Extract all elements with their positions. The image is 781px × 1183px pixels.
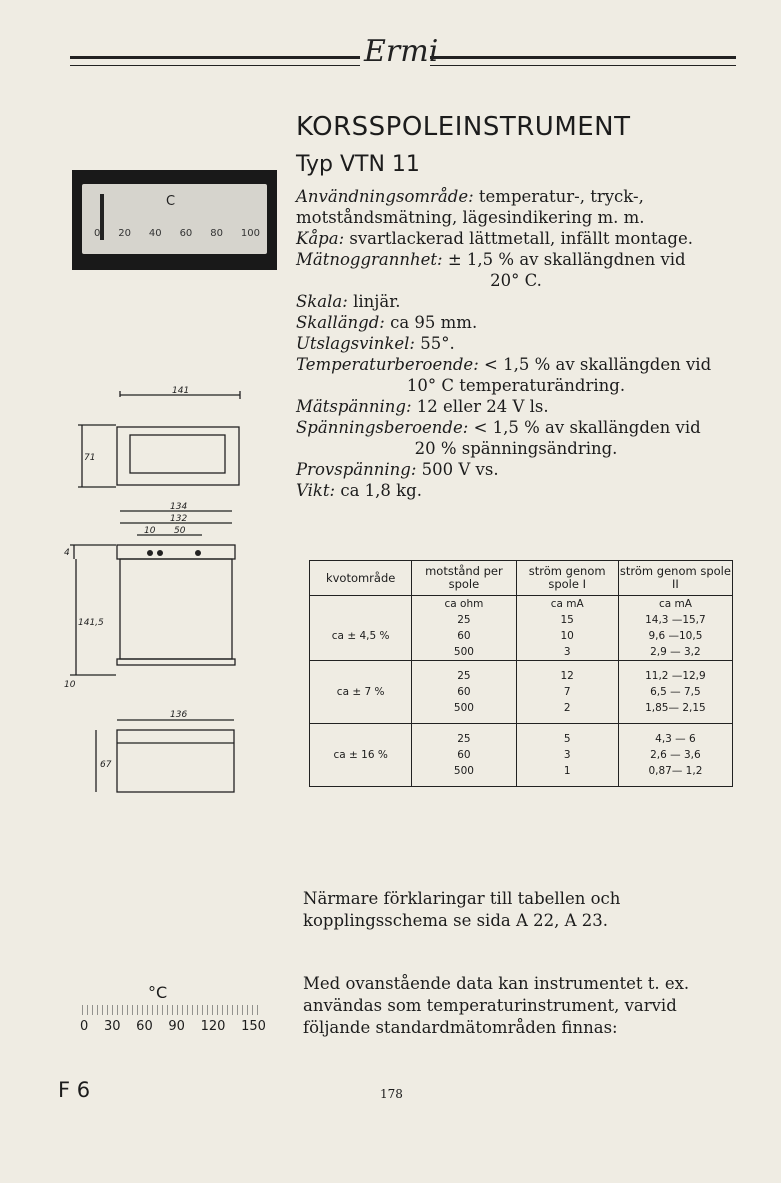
table-row [310, 723, 732, 786]
scale-example-label: 60 [136, 1019, 153, 1034]
meter-scale-label: 40 [148, 228, 162, 239]
page-title: KORSSPOLEINSTRUMENT [296, 112, 631, 142]
terminal-icon [147, 550, 153, 556]
terminal-icon [157, 550, 163, 556]
note-usage: Med ovanstående data kan instrumentet t. ex. användas som temperaturinstrument, varvid följande standardmätområden finnas: [303, 974, 690, 1037]
meter-scale-label: 80 [210, 228, 223, 239]
table-row [310, 660, 732, 723]
meter-scale-label: 20 [118, 228, 132, 239]
ermi-logo: Ermi [364, 34, 439, 69]
table-cell-current1: 15 10 3 [517, 612, 619, 660]
table-cell-range: ca ± 4,5 % [310, 612, 412, 660]
meter-scale [94, 228, 260, 239]
table-cell-range: ca ± 7 % [310, 661, 412, 723]
page-number: 178 [380, 1087, 403, 1101]
side-view-base [117, 659, 235, 665]
table-header [310, 561, 732, 596]
spec-voltage-dependence: Spänningsberoende: < 1,5 % av skallängden vid 20 % spänningsändring. [296, 418, 701, 458]
spec-housing: Kåpa: svartlackerad lättmetall, infällt montage. [296, 229, 693, 248]
table-unit-cell: ca mA [658, 598, 692, 610]
table-cell-resistance: 25 60 500 [412, 661, 516, 723]
meter-scale-label: 60 [179, 228, 193, 239]
table-unit-cell [310, 596, 412, 612]
table-cell-current1: 5 3 1 [517, 724, 619, 786]
side-view-body [120, 559, 232, 659]
table-unit-cell: ca ohm [412, 596, 516, 612]
dim-side-top: 4 [64, 548, 70, 558]
table-unit-cell: ca mA [517, 596, 619, 612]
dim-side-outer: 134 [170, 502, 188, 512]
scale-example-ticks [82, 1005, 260, 1015]
table-cell-current2: 4,3 — 6 2,6 — 3,6 0,87— 1,2 [648, 733, 703, 777]
scale-example-unit: °C [148, 983, 168, 1002]
table-units-row [310, 596, 732, 612]
scale-example-labels [80, 1019, 266, 1034]
meter-scale-label: 0 [94, 228, 101, 239]
note-reference: Närmare förklaringar till tabellen och kopplingsschema se sida A 22, A 23. [303, 889, 621, 930]
bottom-view-outline [117, 730, 234, 792]
spec-usage: Användningsområde: temperatur-, tryck-, motståndsmätning, lägesindikering m. m. [296, 187, 645, 227]
dim-side-small: 10 [144, 526, 156, 536]
dim-side-bottom: 10 [64, 680, 76, 690]
scale-example-label: 30 [103, 1019, 121, 1034]
dim-side-inner: 50 [174, 526, 186, 536]
meter-unit: C [166, 194, 176, 209]
table-cell-resistance: 25 60 500 [412, 724, 516, 786]
spec-temp-dependence: Temperaturberoende: < 1,5 % av skallängden vid 10° C temperaturändring. [296, 355, 712, 395]
table-header-cell: ström genom spole I [517, 561, 619, 595]
table-cell-current1: 12 7 2 [517, 661, 619, 723]
spec-voltage: Mätspänning: 12 eller 24 V ls. [296, 397, 549, 416]
scale-example-label: 0 [80, 1019, 89, 1034]
table-row [310, 612, 732, 660]
scale-example-label: 120 [200, 1019, 226, 1034]
table-cell-current2: 14,3 —15,7 9,6 —10,5 2,9 — 3,2 [645, 614, 706, 658]
front-view-window [130, 435, 225, 473]
spec-scale: Skala: linjär. [296, 292, 401, 311]
dim-bottom-height: 67 [100, 760, 112, 770]
meter-photo [72, 170, 277, 270]
dim-side-height: 141,5 [78, 618, 104, 628]
meter-face [82, 184, 267, 254]
front-view-outline [117, 427, 239, 485]
table-cell-resistance: 25 60 500 [412, 612, 516, 660]
spec-accuracy: Mätnoggrannhet: ± 1,5 % av skallängdnen vid 20° C. [296, 250, 686, 290]
type-designation: Typ VTN 11 [296, 152, 420, 177]
table-cell-current2: 11,2 —12,9 6,5 — 7,5 1,85— 2,15 [645, 670, 706, 714]
spec-scale-length: Skallängd: ca 95 mm. [296, 313, 478, 332]
scale-example-label: 90 [168, 1019, 185, 1034]
dim-front-width: 141 [172, 386, 190, 396]
terminal-icon [195, 550, 201, 556]
table-header-cell: ström genom spole II [619, 564, 731, 591]
dim-front-height: 71 [84, 453, 96, 463]
side-view-bezel [117, 545, 235, 559]
spec-weight: Vikt: ca 1,8 kg. [296, 481, 422, 500]
dim-side-mid: 132 [170, 514, 188, 524]
table-header-cell: kvotområde [310, 561, 412, 595]
spec-deflection: Utslagsvinkel: 55°. [296, 334, 455, 353]
page-id: F 6 [58, 1078, 91, 1102]
header-rule-right [430, 56, 736, 66]
table-cell-range: ca ± 16 % [310, 724, 412, 786]
dim-bottom-width: 136 [170, 710, 188, 720]
scale-example-label: 150 [241, 1019, 266, 1034]
dimension-drawings [62, 385, 247, 800]
data-table [309, 560, 733, 787]
spec-list [296, 186, 736, 501]
spec-test-voltage: Provspänning: 500 V vs. [296, 460, 499, 479]
table-header-cell: motstånd per spole [412, 561, 516, 595]
meter-scale-label: 100 [240, 228, 260, 239]
header-rule-left [70, 56, 360, 66]
